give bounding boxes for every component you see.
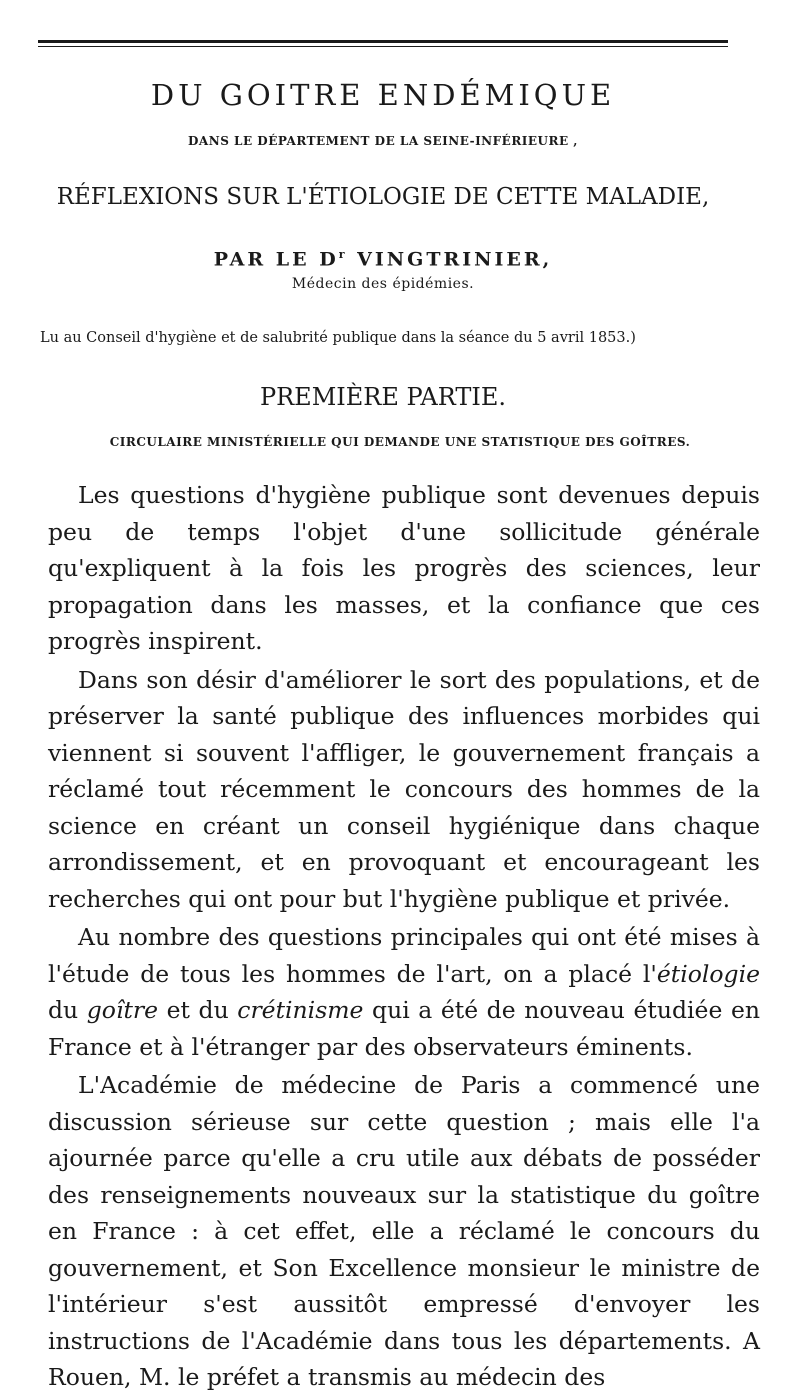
- article-subtitle: DANS LE DÉPARTEMENT DE LA SEINE-INFÉRIEURE ,: [188, 134, 578, 148]
- body-text: [48, 477, 760, 1398]
- author-prefix: PAR LE D: [213, 248, 339, 271]
- paragraph-2: Dans son désir d'améliorer le sort des populations, et de préserver la santé publique des influences morbides qui viennent si souvent l'affliger, le gouvernement français a réclamé tout récemment le concours des hommes de la science en créant un conseil hygiénique dans chaque arrondissement, et en provoquant et encourageant les recherches qui ont pour but l'hygiène publique et privée.: [48, 665, 760, 913]
- reading-note: Lu au Conseil d'hygiène et de salubrité publique dans la séance du 5 avril 1853.): [40, 330, 636, 346]
- paragraph-3: [48, 919, 760, 1065]
- top-rule-thick: [38, 40, 728, 43]
- author-sup: r: [338, 248, 348, 261]
- top-rule: [38, 40, 728, 50]
- p3-part-b: du: [48, 996, 87, 1024]
- p3-etiologie: étiologie: [656, 959, 760, 988]
- author-name: VINGTRINIER,: [347, 248, 553, 271]
- author-line: [38, 248, 728, 270]
- author-role: Médecin des épidémies.: [291, 276, 475, 292]
- paragraph-1: Les questions d'hygiène publique sont devenues depuis peu de temps l'objet d'une sollicitude générale qu'expliquent à la fois les progrès des sciences, leur propagation dans les masses, et la confiance que ces progrès inspirent.: [48, 481, 760, 655]
- reflexions-heading: RÉFLEXIONS SUR L'ÉTIOLOGIE DE CETTE MALADIE,: [56, 184, 710, 210]
- section-subtitle: CIRCULAIRE MINISTÉRIELLE QUI DEMANDE UNE STATISTIQUE DES GOÎTRES.: [109, 435, 691, 449]
- p3-part-c: et du: [158, 996, 238, 1024]
- p3-cretinisme: crétinisme: [237, 996, 364, 1024]
- p3-part-a: Au nombre des questions principales qui ont été mises à l'étude de tous les hommes de l'art, on a placé l': [48, 923, 760, 988]
- top-rule-thin: [38, 46, 728, 47]
- article-title: DU GOITRE ENDÉMIQUE: [150, 78, 616, 112]
- p3-part-d: qui a été de nouveau étudiée en France et à l'étranger par des observateurs éminents.: [48, 996, 760, 1061]
- p3-goitre: goître: [86, 996, 159, 1024]
- section-title: PREMIÈRE PARTIE.: [259, 383, 507, 411]
- paragraph-4: L'Académie de médecine de Paris a commencé une discussion sérieuse sur cette question ; mais elle l'a ajournée parce qu'elle a cru utile aux débats de posséder des renseignements nouveaux sur la statistique du goître en France : à cet effet, elle a réclamé le concours du gouvernement, et Son Excellence monsieur le ministre de l'intérieur s'est aussitôt empressé d'envoyer les instructions de l'Académie dans tous les départements. A Rouen, M. le préfet a transmis au médecin des: [48, 1071, 760, 1391]
